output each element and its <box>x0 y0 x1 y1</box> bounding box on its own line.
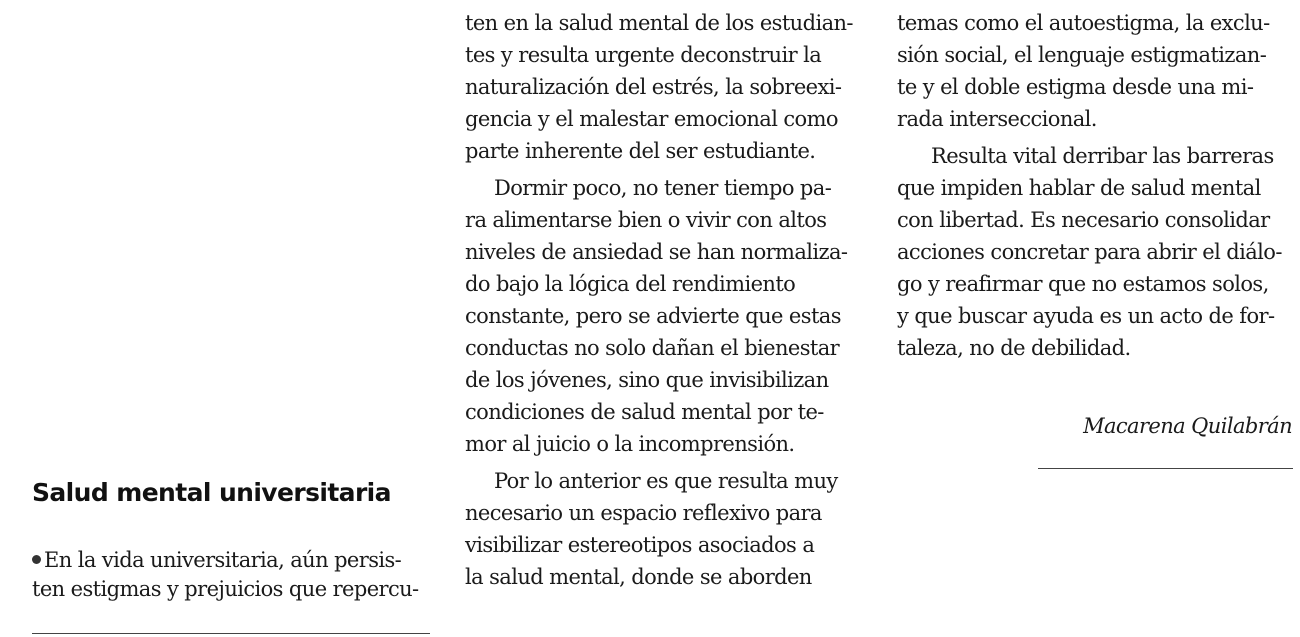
body-line: temas como el autoestigma, la exclu- <box>897 11 1270 35</box>
body-line: necesario un espacio reflexivo para <box>465 501 822 525</box>
body-line: Dormir poco, no tener tiempo pa- <box>494 176 832 200</box>
body-line: te y el doble estigma desde una mi- <box>897 75 1254 99</box>
body-line: do bajo la lógica del rendimiento <box>465 272 796 296</box>
body-line: ra alimentarse bien o vivir con altos <box>465 208 827 232</box>
body-line: conductas no solo dañan el bienestar <box>465 336 840 360</box>
body-line: la salud mental, donde se aborden <box>465 565 812 589</box>
body-line: Por lo anterior es que resulta muy <box>494 469 838 493</box>
body-line: niveles de ansiedad se han normaliza- <box>465 240 848 264</box>
body-line: constante, pero se advierte que estas <box>465 304 841 328</box>
body-line: naturalización del estrés, la sobreexi- <box>465 75 842 99</box>
body-line: Resulta vital derribar las barreras <box>931 144 1274 168</box>
column-divider-rule <box>32 633 430 634</box>
body-line: ten en la salud mental de los estudian- <box>465 11 853 35</box>
body-line: visibilizar estereotipos asociados a <box>465 533 815 557</box>
lead-line: ten estigmas y prejuicios que repercu- <box>32 577 419 601</box>
body-line: y que buscar ayuda es un acto de for- <box>897 304 1275 328</box>
body-line: de los jóvenes, sino que invisibilizan <box>465 368 829 392</box>
bullet-icon <box>32 555 41 564</box>
article-headline: Salud mental universitaria <box>32 478 391 507</box>
body-line: mor al juicio o la incomprensión. <box>465 432 795 456</box>
article-end-rule <box>1038 468 1293 469</box>
body-line: rada interseccional. <box>897 107 1097 131</box>
lead-line-text: En la vida universitaria, aún persis- <box>44 548 402 572</box>
body-line: go y reafirmar que no estamos solos, <box>897 272 1269 296</box>
body-line: con libertad. Es necesario consolidar <box>897 208 1270 232</box>
body-line: tes y resulta urgente deconstruir la <box>465 43 822 67</box>
body-line: condiciones de salud mental por te- <box>465 400 824 424</box>
lead-line <box>32 547 401 573</box>
body-line: acciones concretar para abrir el diálo- <box>897 240 1282 264</box>
body-line: parte inherente del ser estudiante. <box>465 139 816 163</box>
body-line: que impiden hablar de salud mental <box>897 176 1261 200</box>
body-line: sión social, el lenguaje estigmatizan- <box>897 43 1267 67</box>
body-line: taleza, no de debilidad. <box>897 336 1131 360</box>
body-line: gencia y el malestar emocional como <box>465 107 838 131</box>
author-signature: Macarena Quilabrán <box>1083 414 1292 438</box>
